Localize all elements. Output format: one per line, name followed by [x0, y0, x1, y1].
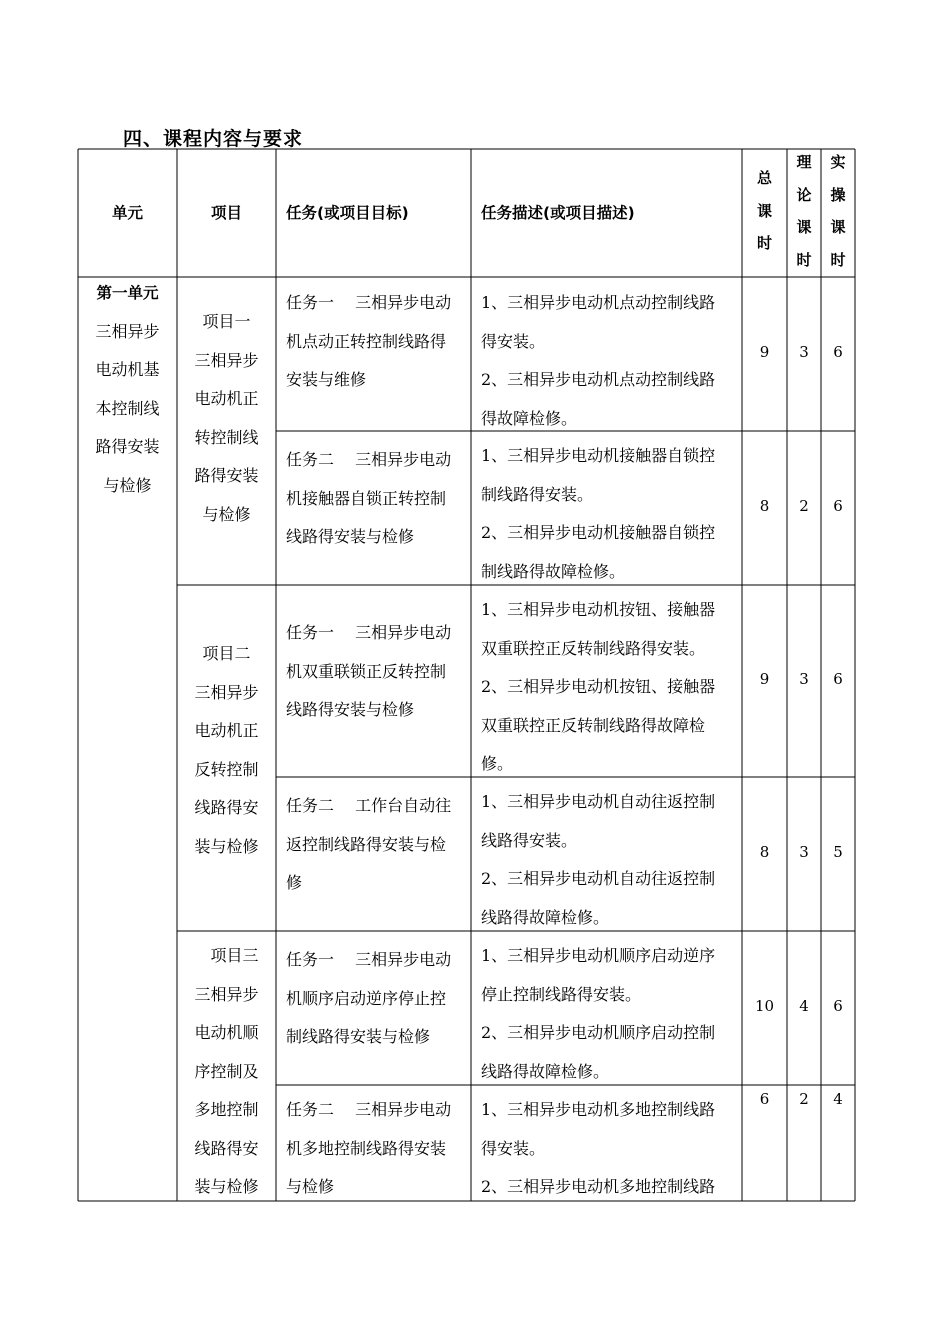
description-line: 制线路得故障检修。: [481, 561, 626, 581]
project-line: 线路得安: [194, 1138, 259, 1158]
header-theory-hours: [787, 146, 821, 276]
project-line: 转控制线: [194, 427, 259, 447]
project-1-cell: [177, 303, 276, 534]
theory-hours: 2: [799, 1090, 809, 1108]
header-project: 项目: [210, 204, 242, 222]
description-line: 1、三相异步电动机顺序启动逆序: [481, 946, 716, 965]
task-cell: [286, 941, 468, 1057]
project-line: 三相异步: [194, 350, 259, 370]
unit-line: 三相异步: [95, 321, 160, 341]
header-total-hours-char: 总: [756, 169, 772, 187]
description-line: 1、三相异步电动机接触器自锁控: [481, 446, 716, 465]
practice-hours: 5: [833, 843, 843, 861]
project-line: 三相异步: [194, 682, 259, 702]
task-cell: [286, 614, 468, 730]
project-2-cell: [177, 635, 276, 866]
theory-hours: 2: [799, 497, 809, 515]
unit-line: 电动机基: [95, 360, 160, 379]
header-theory-hours-char: 理: [796, 153, 812, 171]
description-line: 线路得安装。: [481, 830, 578, 850]
description-line: 修。: [481, 754, 514, 773]
description-cell: [481, 437, 739, 591]
project-line: 电动机顺: [194, 1023, 259, 1042]
total-hours: 9: [759, 343, 770, 361]
project-line: 反转控制: [194, 759, 259, 779]
description-cell: [481, 284, 739, 438]
task-line: 与检修: [286, 1177, 335, 1196]
description-line: 2、三相异步电动机点动控制线路: [481, 370, 716, 389]
total-hours: 8: [759, 843, 770, 861]
task-line: 任务二 三相异步电动: [286, 1100, 452, 1119]
total-hours: 10: [754, 997, 775, 1015]
task-line: 修: [286, 873, 303, 892]
project-line: 电动机正: [194, 721, 259, 740]
task-line: 返控制线路得安装与检: [286, 834, 447, 854]
header-unit: 单元: [111, 204, 143, 222]
task-line: 机多地控制线路得安装: [286, 1138, 447, 1158]
task-line: 线路得安装与检修: [286, 700, 415, 719]
task-line: 任务一 三相异步电动: [286, 950, 452, 969]
unit-title: 第一单元: [96, 284, 159, 302]
task-line: 安装与维修: [286, 370, 367, 389]
project-3-cell: [177, 937, 276, 1207]
project-line: 多地控制: [194, 1100, 259, 1119]
description-line: 1、三相异步电动机多地控制线路: [481, 1100, 716, 1119]
theory-hours: 4: [799, 997, 809, 1015]
task-cell: [286, 1091, 468, 1207]
header-practice-hours-char: 课: [830, 218, 846, 236]
header-total-hours-char: 课: [756, 201, 772, 220]
task-line: 任务一 三相异步电动: [286, 293, 452, 312]
task-line: 机双重联锁正反转控制: [286, 661, 447, 681]
header-total-hours-char: 时: [756, 234, 772, 252]
description-line: 停止控制线路得安装。: [481, 984, 642, 1004]
description-line: 得故障检修。: [481, 408, 578, 428]
task-cell: [286, 441, 468, 557]
description-line: 制线路得安装。: [481, 484, 594, 504]
description-line: 得安装。: [481, 1138, 546, 1158]
description-line: 2、三相异步电动机自动往返控制: [481, 869, 716, 888]
task-cell: [286, 284, 468, 400]
task-line: 机点动正转控制线路得: [286, 331, 447, 351]
theory-hours: 3: [799, 843, 809, 861]
practice-hours: 6: [833, 997, 843, 1015]
section-title: 四、课程内容与要求: [123, 128, 304, 150]
project-line: 电动机正: [194, 389, 259, 408]
description-line: 线路得故障检修。: [481, 907, 610, 927]
description-line: 2、三相异步电动机按钮、接触器: [481, 677, 716, 696]
header-theory-hours-char: 课: [796, 218, 812, 236]
task-line: 线路得安装与检修: [286, 527, 415, 546]
task-line: 任务二 工作台自动往: [286, 796, 452, 815]
task-cell: [286, 787, 468, 903]
description-cell: [481, 1091, 739, 1207]
header-theory-hours-char: 时: [796, 250, 812, 269]
practice-hours: 4: [833, 1090, 843, 1108]
header-practice-hours-char: 时: [830, 250, 846, 269]
description-cell: [481, 783, 739, 937]
description-line: 2、三相异步电动机顺序启动控制: [481, 1023, 716, 1042]
project-line: 三相异步: [194, 984, 259, 1004]
unit-line: 路得安装: [95, 437, 160, 456]
header-total-hours: [742, 162, 787, 260]
header-practice-hours: [821, 146, 855, 276]
project-line: 装与检修: [194, 1177, 259, 1196]
project-line: 项目三: [210, 946, 259, 965]
description-line: 2、三相异步电动机多地控制线路: [481, 1177, 716, 1196]
description-line: 1、三相异步电动机点动控制线路: [481, 293, 716, 312]
description-line: 线路得故障检修。: [481, 1061, 610, 1081]
task-line: 任务二 三相异步电动: [286, 450, 452, 469]
description-line: 1、三相异步电动机自动往返控制: [481, 792, 716, 811]
description-cell: [481, 937, 739, 1091]
project-line: 装与检修: [194, 836, 259, 856]
total-hours: 6: [759, 1090, 770, 1108]
unit-line: 与检修: [103, 475, 152, 495]
header-description: 任务描述(或项目描述): [481, 204, 635, 222]
task-line: 机顺序启动逆序停止控: [286, 988, 447, 1008]
task-line: 机接触器自锁正转控制: [286, 488, 447, 508]
header-practice-hours-char: 操: [830, 185, 846, 204]
theory-hours: 3: [799, 670, 809, 688]
project-line: 项目二: [202, 644, 251, 663]
description-cell: [481, 591, 739, 784]
task-line: 任务一 三相异步电动: [286, 623, 452, 642]
header-theory-hours-char: 论: [796, 185, 812, 204]
unit-cell: [78, 274, 177, 505]
description-line: 1、三相异步电动机按钮、接触器: [481, 600, 716, 619]
project-line: 项目一: [202, 312, 251, 331]
practice-hours: 6: [833, 343, 843, 361]
total-hours: 9: [759, 670, 770, 688]
practice-hours: 6: [833, 670, 843, 688]
description-line: 2、三相异步电动机接触器自锁控: [481, 523, 716, 542]
header-practice-hours-char: 实: [830, 153, 846, 171]
description-line: 双重联控正反转制线路得安装。: [481, 638, 706, 658]
project-line: 路得安装: [194, 466, 259, 485]
theory-hours: 3: [799, 343, 809, 361]
total-hours: 8: [759, 497, 770, 515]
project-line: 线路得安: [194, 798, 259, 817]
project-line: 与检修: [202, 504, 251, 524]
header-task: 任务(或项目目标): [286, 204, 409, 222]
unit-line: 本控制线: [95, 398, 160, 418]
task-line: 制线路得安装与检修: [286, 1027, 431, 1046]
description-line: 双重联控正反转制线路得故障检: [481, 715, 706, 735]
description-line: 得安装。: [481, 331, 546, 351]
project-line: 序控制及: [194, 1061, 259, 1081]
practice-hours: 6: [833, 497, 843, 515]
